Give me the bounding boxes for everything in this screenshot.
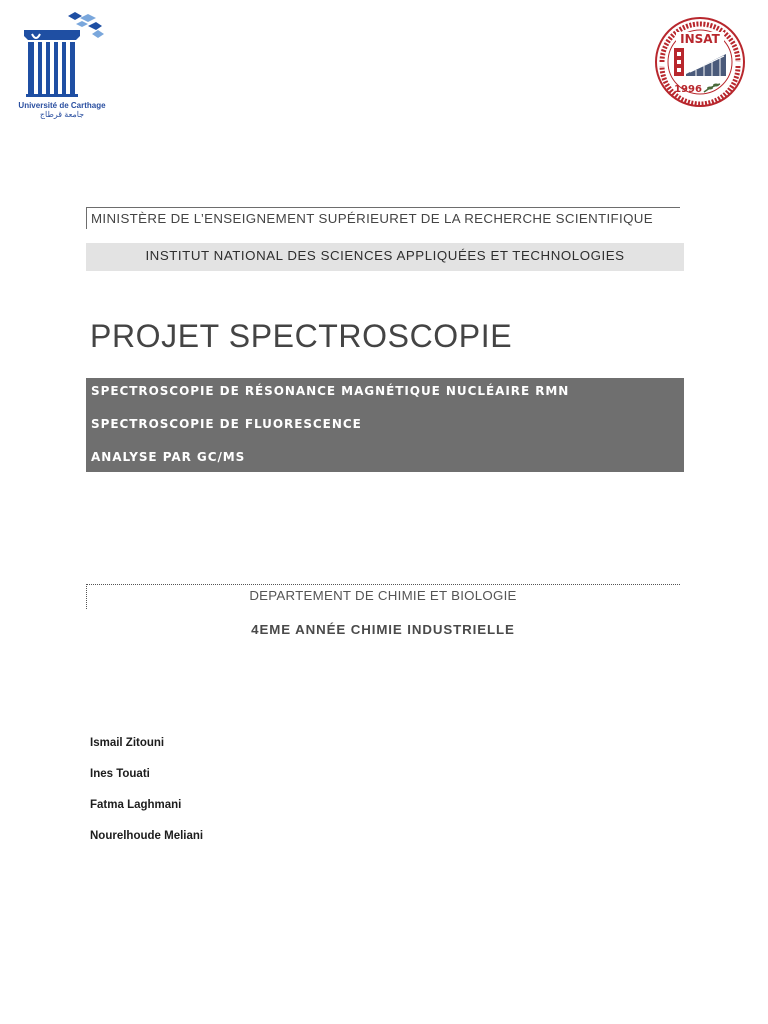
insat-seal-logo (652, 12, 748, 112)
study-year: 4EME ANNÉE CHIMIE INDUSTRIELLE (251, 622, 515, 637)
universite-de-carthage-name: Université de Carthage (18, 101, 106, 110)
universite-de-carthage-arabic: جامعة قرطاج (39, 110, 85, 119)
topic-item: SPECTROSCOPIE DE RÉSONANCE MAGNÉTIQUE NUCLÉAIRE RMN (91, 384, 570, 398)
document-title: PROJET SPECTROSCOPIE (90, 318, 513, 354)
topic-item: ANALYSE PAR GC/MS (91, 450, 246, 464)
institute-band (86, 243, 684, 271)
author-name: Ines Touati (90, 768, 150, 780)
author-list (90, 737, 203, 861)
institute-text: INSTITUT NATIONAL DES SCIENCES APPLIQUÉES ET TECHNOLOGIES (145, 248, 625, 263)
topics-band (86, 378, 684, 472)
insat-seal-year: 1996 (674, 84, 702, 95)
author-name: Ismail Zitouni (90, 737, 165, 749)
author-name: Fatma Laghmani (90, 799, 182, 811)
universite-de-carthage-caption (16, 101, 108, 119)
author-name: Nourelhoude Meliani (90, 830, 204, 842)
insat-seal-name: INSAT (680, 32, 720, 46)
department-name: DEPARTEMENT DE CHIMIE ET BIOLOGIE (249, 588, 517, 603)
ministry-text: MINISTÈRE DE L’ENSEIGNEMENT SUPÉRIEURET DE LA RECHERCHE SCIENTIFIQUE (91, 211, 653, 226)
ministry-header (86, 207, 680, 229)
topic-item: SPECTROSCOPIE DE FLUORESCENCE (91, 417, 362, 431)
